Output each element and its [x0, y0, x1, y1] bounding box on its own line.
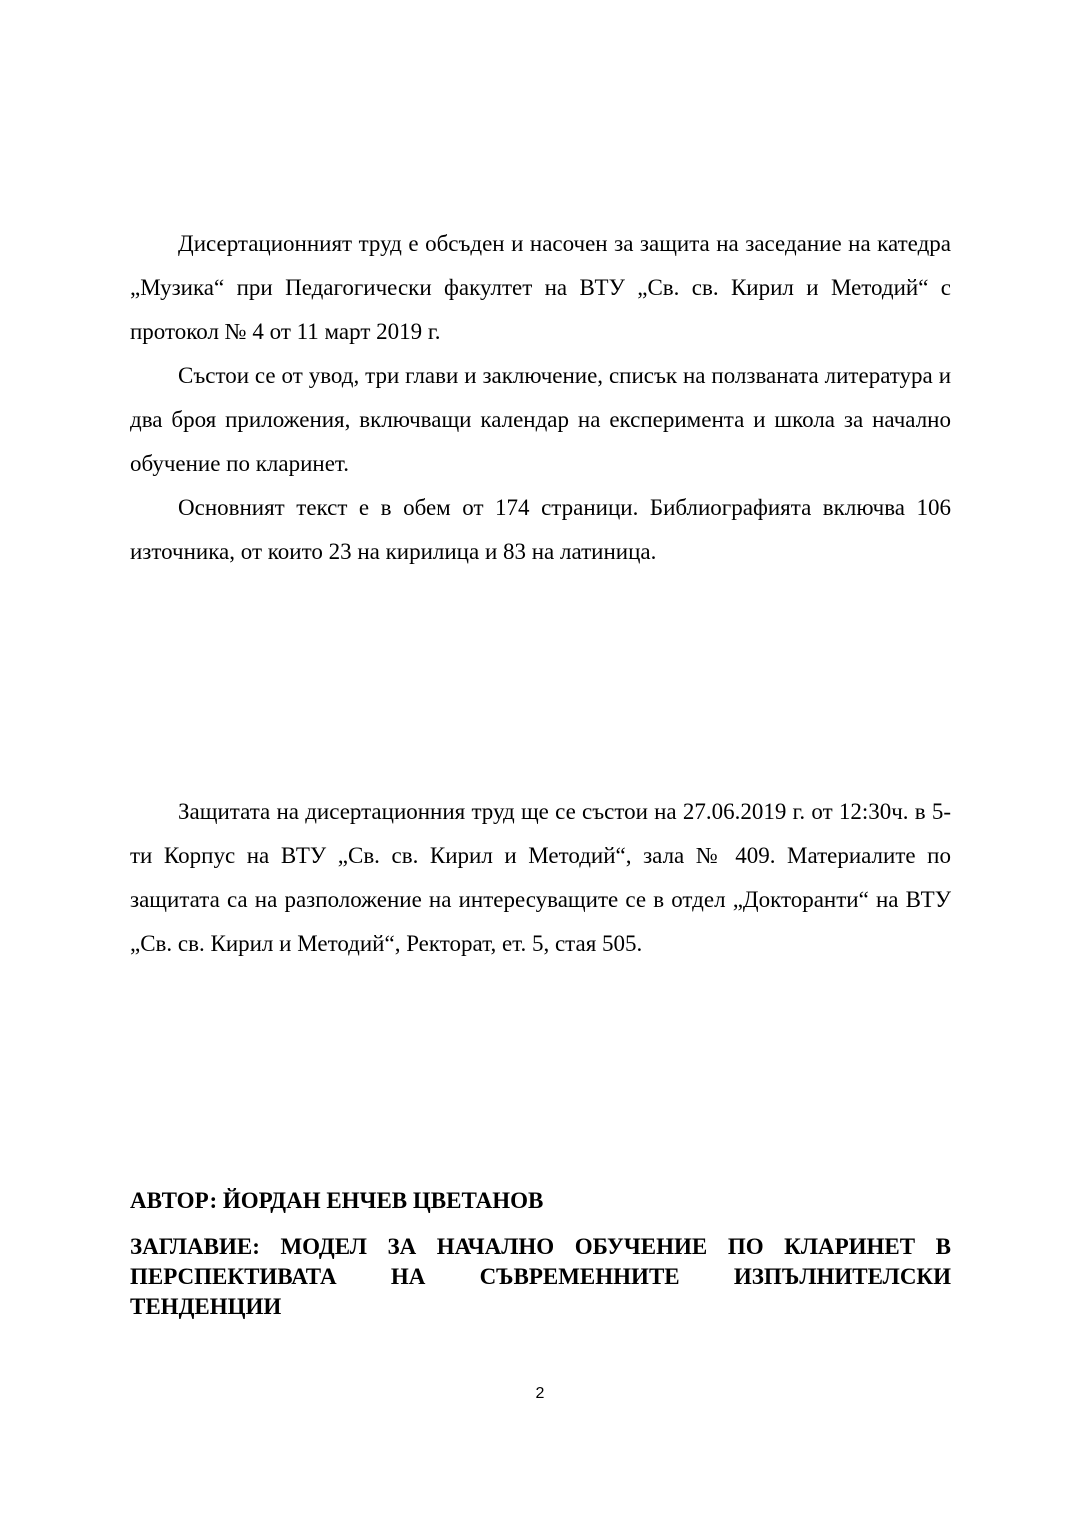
- author-heading: АВТОР: ЙОРДАН ЕНЧЕВ ЦВЕТАНОВ: [130, 1188, 544, 1213]
- defense-paragraph: Защитата на дисертационния труд ще се състои на 27.06.2019 г. от 12:30ч. в 5-ти Корпус на ВТУ „Св. св. Кирил и Методий“, зала № 409. Материалите по защитата са на разположение на интересуващите се в отдел „Докторанти“ на ВТУ „Св. св. Кирил и Методий“, Ректорат, ет. 5, стая 505.: [130, 799, 951, 956]
- intro-paragraph-discussion: Дисертационният труд е обсъден и насочен за защита на заседание на катедра „Музика“ при Педагогически факултет на ВТУ „Св. св. Кирил и Методий“ с протокол № 4 от 11 март 2019 г.: [130, 231, 951, 344]
- intro-paragraph-structure: Състои се от увод, три глави и заключение, списък на ползваната литература и два броя приложения, включващи календар на експеримента и школа за начално обучение по кларинет.: [130, 363, 951, 476]
- intro-section: [130, 222, 951, 574]
- intro-paragraph-volume: Основният текст е в обем от 174 страници. Библиографията включва 106 източника, от които 23 на кирилица и 83 на латиница.: [130, 495, 951, 564]
- defense-section: [130, 790, 951, 966]
- page-number: 2: [535, 1385, 545, 1402]
- title-heading: ЗАГЛАВИЕ: МОДЕЛ ЗА НАЧАЛНО ОБУЧЕНИЕ ПО КЛАРИНЕТ В ПЕРСПЕКТИВАТА НА СЪВРЕМЕННИТЕ ИЗПЪЛНИТЕЛСКИ ТЕНДЕНЦИИ: [130, 1234, 951, 1319]
- thesis-meta-section: [130, 1186, 951, 1322]
